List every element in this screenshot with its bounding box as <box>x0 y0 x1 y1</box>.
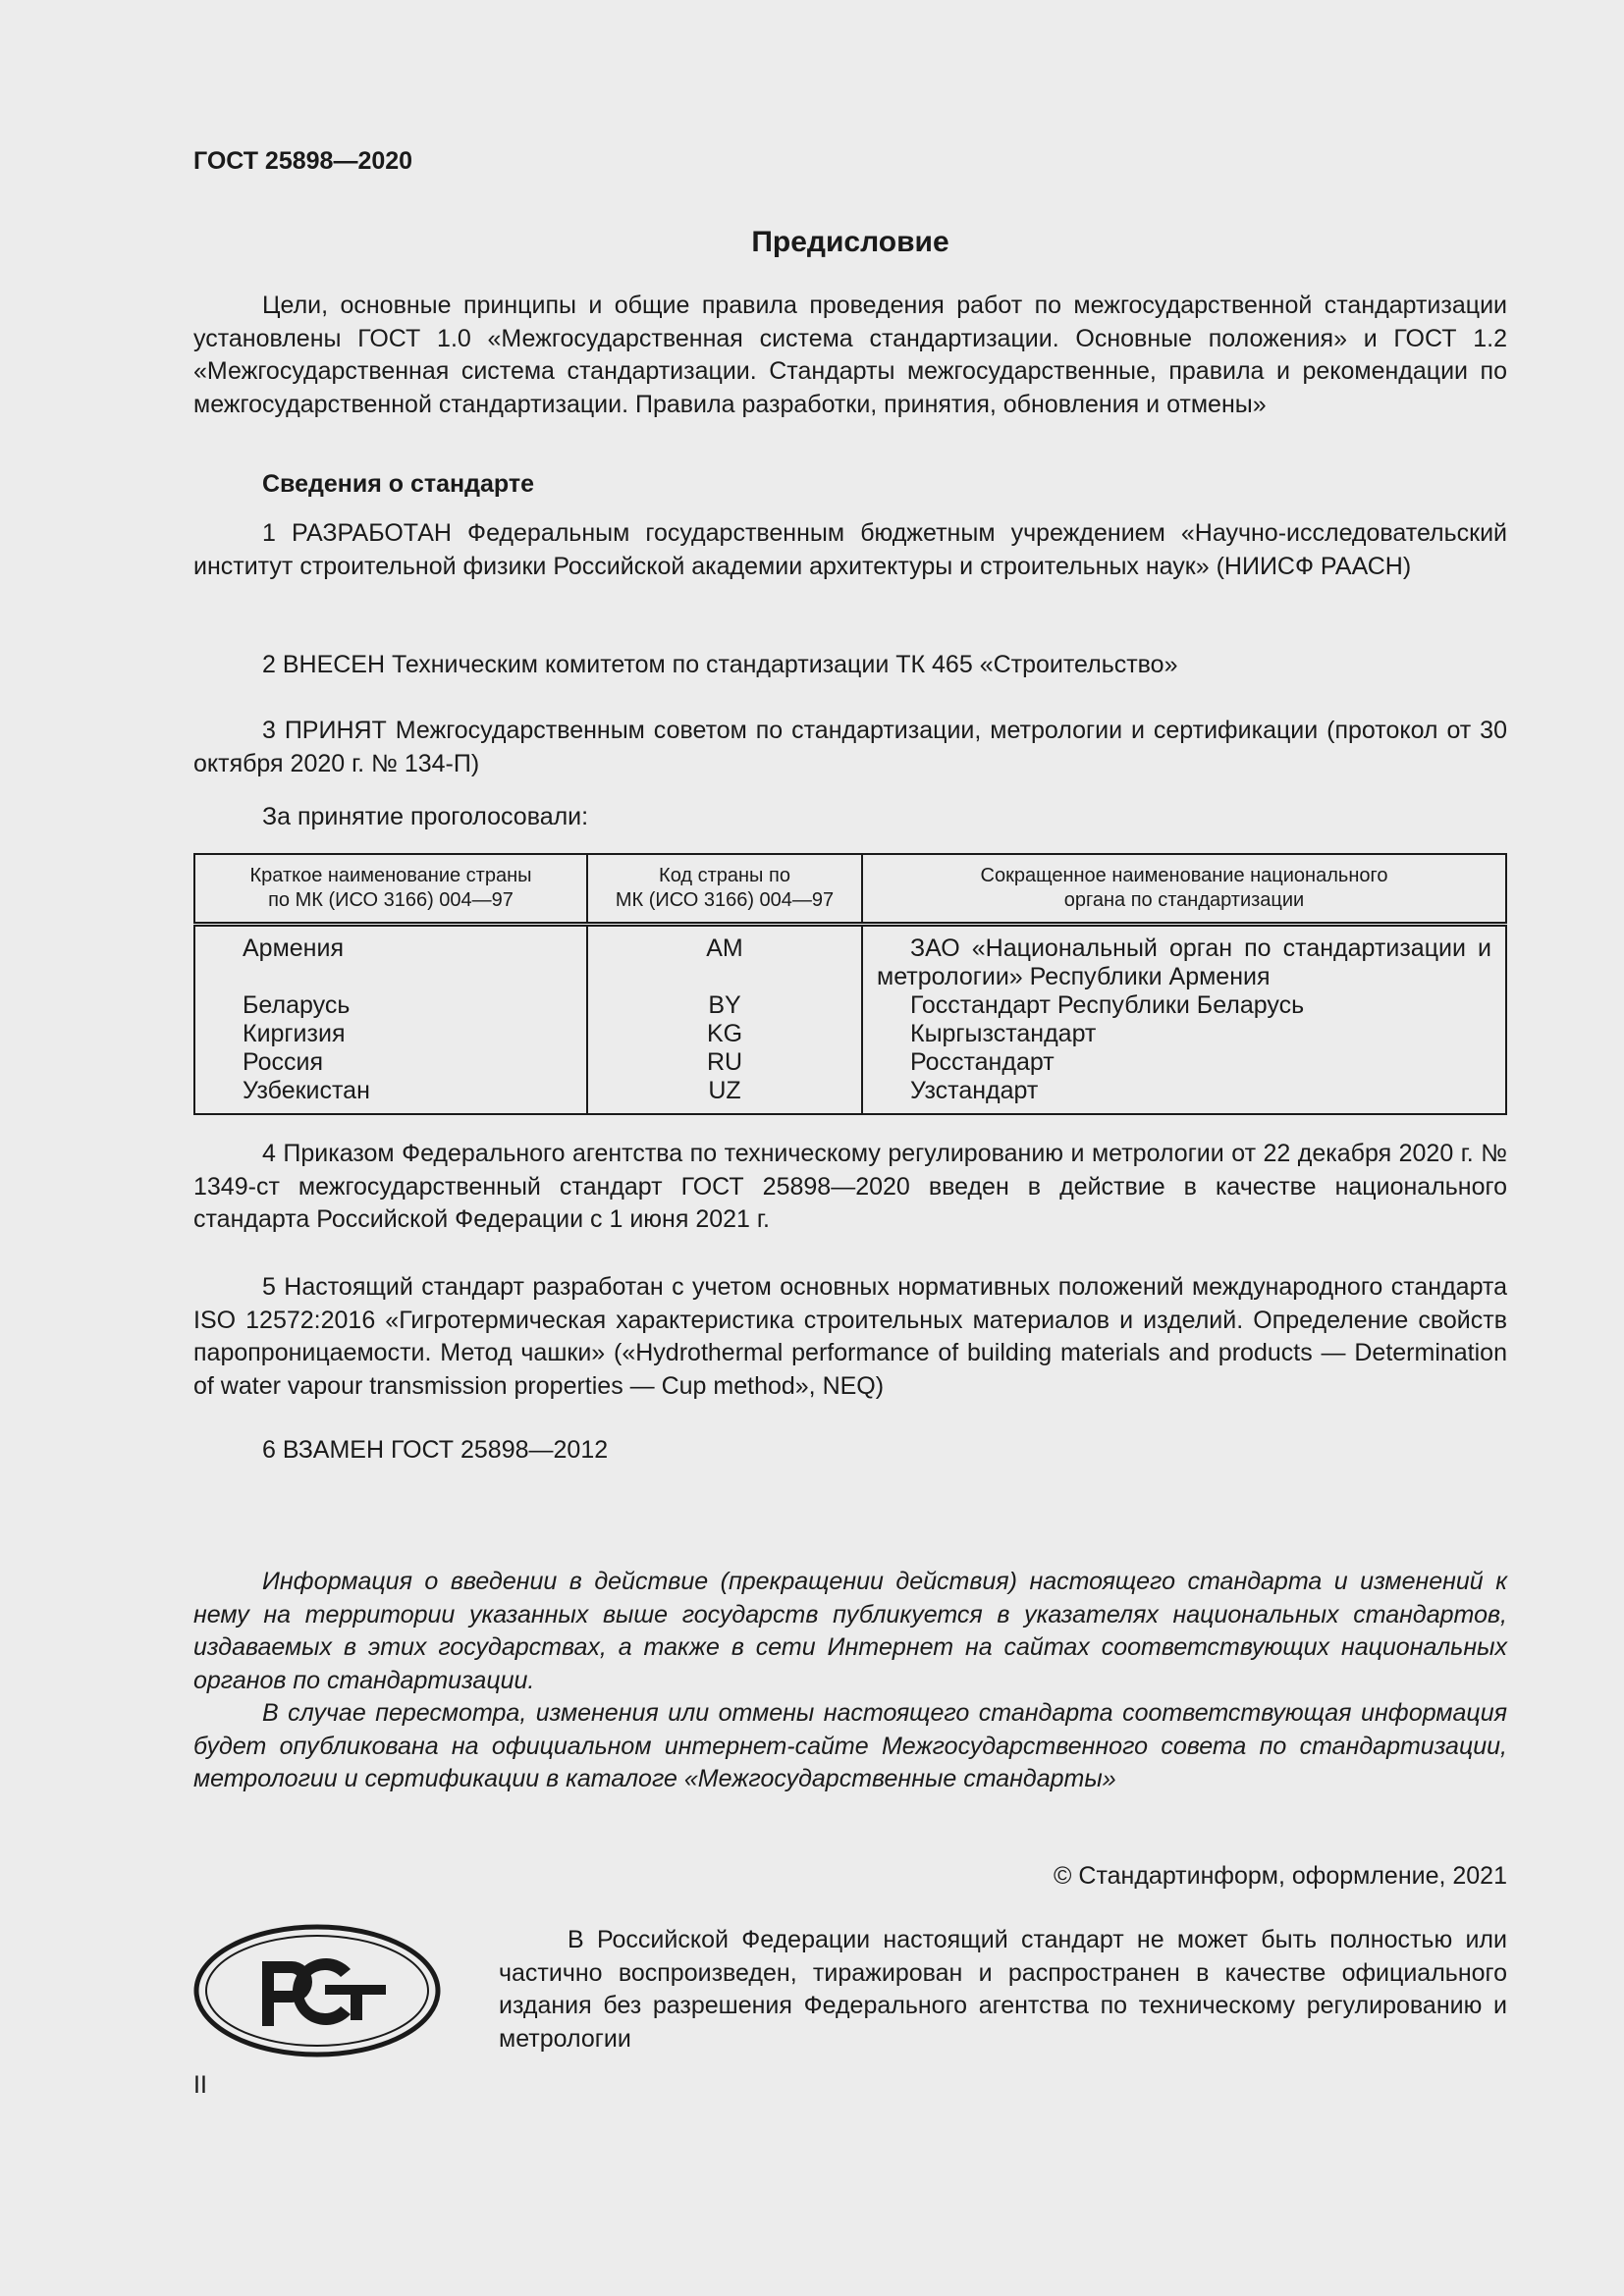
country-cell: Киргизия <box>194 1020 587 1048</box>
org-cell: Госстандарт Республики Беларусь <box>862 991 1506 1020</box>
info-notice-1: Информация о введении в действие (прекращении действия) настоящего стандарта и изменений к нему на территории указанных выше государств публикуется в указателях национальных стандартов, издаваемых в этих государствах, а также в сети Интернет на сайтах соответствующих национальных органов по стандартизации. <box>193 1568 1507 1694</box>
header-org <box>862 854 1506 925</box>
header-code-line2: МК (ИСО 3166) 004—97 <box>615 889 835 911</box>
item-3-adopted: 3 ПРИНЯТ Межгосударственным советом по стандартизации, метрологии и сертификации (протокол от 30 октября 2020 г. № 134-П) <box>193 717 1507 777</box>
rst-logo-icon <box>193 1924 441 2057</box>
page-title: Предисловие <box>751 226 949 258</box>
info-notice-2: В случае пересмотра, изменения или отмены настоящего стандарта соответствующая информация будет опубликована на официальном интернет-сайте Межгосударственного совета по стандартизации, метрологии и сертификации в каталоге «Межгосударственные стандарты» <box>193 1699 1507 1792</box>
info-heading: Сведения о стандарте <box>262 470 535 498</box>
org-cell: Узстандарт <box>862 1077 1506 1114</box>
vote-table <box>193 853 1507 1115</box>
header-code-line1: Код страны по <box>659 865 790 886</box>
vote-intro: За принятие проголосовали: <box>262 803 589 830</box>
country-cell: Беларусь <box>194 991 587 1020</box>
table-row <box>194 1020 1506 1048</box>
copyright: © Стандартинформ, оформление, 2021 <box>1054 1862 1507 1890</box>
org-cell: ЗАО «Национальный орган по стандартизации и метрологии» Республики Армения <box>862 925 1506 992</box>
country-cell: Россия <box>194 1048 587 1077</box>
table-row <box>194 1048 1506 1077</box>
code-cell: UZ <box>587 1077 862 1114</box>
header-country-line1: Краткое наименование страны <box>249 865 532 886</box>
code-cell: AM <box>587 925 862 992</box>
table-row <box>194 991 1506 1020</box>
item-5-iso-basis: 5 Настоящий стандарт разработан с учетом основных нормативных положений международного стандарта ISO 12572:2016 «Гигротермическая характеристика строительных материалов и изделий. Определение свойств паропроницаемости. Метод чашки» («Hydrothermal performance of building materials and products — Determination of water vapour transmission properties — Cup method», NEQ) <box>193 1273 1507 1400</box>
header-org-line1: Сокращенное наименование национального <box>980 865 1388 886</box>
code-cell: BY <box>587 991 862 1020</box>
item-2-submitted: 2 ВНЕСЕН Техническим комитетом по стандартизации ТК 465 «Строительство» <box>262 651 1178 678</box>
header-org-line2: органа по стандартизации <box>1063 889 1305 911</box>
item-4-enactment: 4 Приказом Федерального агентства по техническому регулированию и метрологии от 22 декабря 2020 г. № 1349-ст межгосударственный стандарт ГОСТ 25898—2020 введен в действие в качестве национального стандарта Российской Федерации с 1 июня 2021 г. <box>193 1140 1507 1233</box>
code-cell: RU <box>587 1048 862 1077</box>
standard-code: ГОСТ 25898—2020 <box>193 147 413 175</box>
reproduction-notice: В Российской Федерации настоящий стандарт не может быть полностью или частично воспроизведен, тиражирован и распространен в качестве официального издания без разрешения Федерального агентства по техническому регулированию и метрологии <box>499 1926 1507 2053</box>
table-row <box>194 1077 1506 1114</box>
item-1-developed: 1 РАЗРАБОТАН Федеральным государственным бюджетным учреждением «Научно-исследовательский институт строительной физики Российской академии архитектуры и строительных наук» (НИИСФ РААСН) <box>193 519 1507 580</box>
vote-table-header <box>194 854 1506 925</box>
intro-paragraph: Цели, основные принципы и общие правила проведения работ по межгосударственной стандартизации установлены ГОСТ 1.0 «Межгосударственная система стандартизации. Основные положения» и ГОСТ 1.2 «Межгосударственная система стандартизации. Стандарты межгосударственные, правила и рекомендации по межгосударственной стандартизации. Правила разработки, принятия, обновления и отмены» <box>193 292 1507 418</box>
org-cell: Росстандарт <box>862 1048 1506 1077</box>
org-cell: Кыргызстандарт <box>862 1020 1506 1048</box>
item-6-replaces: 6 ВЗАМЕН ГОСТ 25898—2012 <box>262 1436 609 1464</box>
code-cell: KG <box>587 1020 862 1048</box>
table-row <box>194 925 1506 992</box>
header-country-line2: по МК (ИСО 3166) 004—97 <box>268 889 514 911</box>
header-country <box>194 854 587 925</box>
country-cell: Армения <box>194 925 587 992</box>
country-cell: Узбекистан <box>194 1077 587 1114</box>
header-code <box>587 854 862 925</box>
page-number: II <box>193 2071 207 2099</box>
